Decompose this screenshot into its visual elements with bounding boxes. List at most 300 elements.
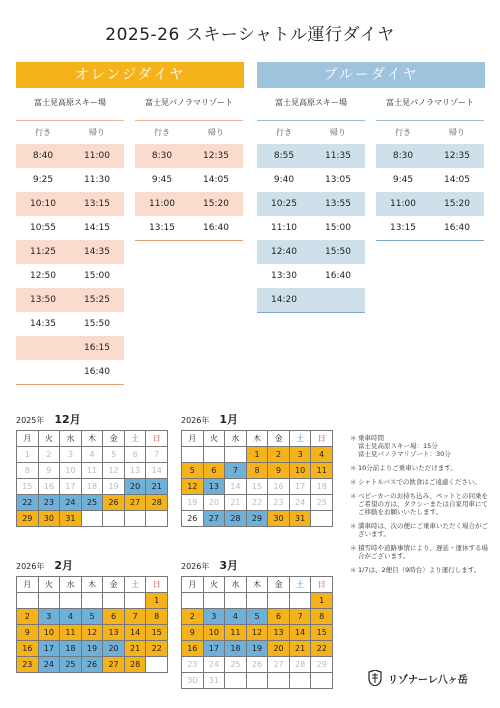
weekday-header: 土 (290, 577, 312, 593)
timetable-row (16, 240, 124, 264)
calendar-day (268, 673, 290, 689)
note-item (350, 464, 492, 472)
calendar-day: 16 (268, 479, 290, 495)
calendar-day (60, 593, 82, 609)
calendar-day: 21 (125, 641, 147, 657)
calendar-day (268, 593, 290, 609)
calendar-day: 4 (60, 609, 82, 625)
calendar-day: 24 (39, 657, 61, 673)
calendar-day (82, 593, 104, 609)
calendar-day: 25 (82, 495, 104, 511)
calendar-day: 9 (39, 463, 61, 479)
calendar-day: 19 (103, 479, 125, 495)
outbound-time: 14:35 (30, 319, 56, 329)
return-time: 11:30 (84, 175, 110, 185)
calendar-day: 22 (311, 641, 333, 657)
calendar-day: 28 (225, 511, 247, 527)
weekday-header: 火 (204, 431, 226, 447)
calendar-day: 27 (125, 495, 147, 511)
resort-logo (368, 670, 468, 686)
note-text: 10分前よりご乗車いただけます。 (358, 464, 457, 472)
weekday-header: 水 (225, 431, 247, 447)
weekday-header: 日 (311, 577, 333, 593)
calendar-day: 8 (247, 463, 269, 479)
calendar-day: 2 (39, 447, 61, 463)
return-time: 13:55 (325, 199, 351, 209)
calendar-day (290, 673, 312, 689)
calendar-day: 7 (290, 609, 312, 625)
weekday-header: 日 (146, 577, 168, 593)
timetable-bottom-rule (135, 240, 243, 242)
outbound-time: 13:15 (390, 223, 416, 233)
calendar-day: 11 (225, 625, 247, 641)
calendar-day: 3 (290, 447, 312, 463)
calendar-day: 13 (103, 625, 125, 641)
calendar-year: 2025年 (16, 416, 45, 425)
calendar-day: 4 (225, 609, 247, 625)
calendar-day: 23 (39, 495, 61, 511)
weekday-header: 水 (60, 431, 82, 447)
timetable-row (16, 144, 124, 168)
outbound-time: 9:40 (273, 175, 295, 185)
timetable-row (16, 192, 124, 216)
outbound-time: 9:25 (32, 175, 54, 185)
return-time: 16:40 (203, 223, 229, 233)
timetable-row (257, 216, 365, 240)
timetable-row (135, 216, 243, 240)
calendar-day: 8 (146, 609, 168, 625)
calendar-day: 6 (268, 609, 290, 625)
calendar-day: 13 (204, 479, 226, 495)
orange-diagram-header: オレンジダイヤ (16, 62, 244, 88)
return-label: 帰り (449, 128, 465, 137)
weekday-header: 金 (268, 577, 290, 593)
outbound-time: 13:15 (149, 223, 175, 233)
calendar-day: 9 (17, 625, 39, 641)
timetable-row (16, 360, 124, 384)
calendar-day (204, 593, 226, 609)
calendar-day (146, 511, 168, 527)
note-marker: ＊ (350, 544, 357, 552)
calendar-grid (16, 430, 168, 527)
timetable-bottom-rule (257, 312, 365, 314)
timetable-row (376, 144, 484, 168)
note-item (350, 434, 492, 458)
calendar-day (247, 673, 269, 689)
calendar-day: 12 (103, 463, 125, 479)
calendar-day: 27 (268, 657, 290, 673)
outbound-time: 14:20 (271, 295, 297, 305)
return-time: 16:40 (444, 223, 470, 233)
return-label: 帰り (330, 128, 346, 137)
return-time: 11:00 (84, 151, 110, 161)
calendar-day: 6 (125, 447, 147, 463)
outbound-label: 行き (154, 128, 170, 137)
note-text: ベビーカーのお持ち込み、ペットとの同乗をご希望の方は、タクシーまたは自家用車にてご移動をお願いいたします。 (358, 492, 488, 516)
weekday-header: 土 (290, 431, 312, 447)
return-time: 12:35 (444, 151, 470, 161)
calendar-day: 14 (225, 479, 247, 495)
timetable-name: 富士見高原スキー場 (34, 98, 106, 107)
note-item (350, 544, 492, 560)
calendar-day: 1 (311, 593, 333, 609)
calendar-day: 16 (17, 641, 39, 657)
calendar-day: 5 (82, 609, 104, 625)
orange-timetable-fujimi-panorama (135, 96, 243, 242)
return-time: 15:50 (325, 247, 351, 257)
calendar-day: 13 (125, 463, 147, 479)
outbound-time: 12:50 (30, 271, 56, 281)
timetable-header (16, 120, 124, 144)
calendar-day: 7 (225, 463, 247, 479)
calendar-day (247, 593, 269, 609)
calendar-day: 12 (247, 625, 269, 641)
weekday-header: 水 (225, 577, 247, 593)
return-time: 14:15 (84, 223, 110, 233)
calendar-day: 5 (103, 447, 125, 463)
blue-timetable-fujimi-kogen (257, 96, 365, 314)
calendar-day (146, 657, 168, 673)
calendar-day: 2 (17, 609, 39, 625)
calendar-month: 3月 (219, 559, 239, 572)
return-label: 帰り (208, 128, 224, 137)
weekday-header: 月 (182, 577, 204, 593)
note-marker: ＊ (350, 434, 357, 442)
calendar-day: 17 (39, 641, 61, 657)
calendar-day: 23 (17, 657, 39, 673)
note-text: 1/7は、2便目（9時台）より運行します。 (358, 566, 481, 574)
timetable-bottom-rule (16, 384, 124, 386)
calendar-caption (181, 410, 333, 430)
calendar-day: 19 (82, 641, 104, 657)
weekday-header: 月 (182, 431, 204, 447)
note-item (350, 492, 492, 516)
calendar-day (311, 511, 333, 527)
note-item (350, 522, 492, 538)
weekday-header: 水 (60, 577, 82, 593)
timetable-name: 富士見高原スキー場 (275, 98, 347, 107)
note-marker: ＊ (350, 492, 357, 500)
calendar-day: 31 (290, 511, 312, 527)
timetable-name: 富士見パノラマリゾート (386, 98, 474, 107)
outbound-time: 10:55 (30, 223, 56, 233)
calendar-day: 12 (82, 625, 104, 641)
calendar-day: 15 (247, 479, 269, 495)
outbound-time: 13:50 (30, 295, 56, 305)
calendar-day: 6 (204, 463, 226, 479)
note-marker: ＊ (350, 464, 357, 472)
outbound-label: 行き (35, 128, 51, 137)
return-time: 12:35 (203, 151, 229, 161)
outbound-time: 9:45 (151, 175, 173, 185)
calendar-day: 2 (182, 609, 204, 625)
calendar-day: 22 (146, 641, 168, 657)
calendar-day: 8 (311, 609, 333, 625)
calendar-day (225, 447, 247, 463)
calendar-day (290, 593, 312, 609)
return-time: 13:15 (84, 199, 110, 209)
calendar-2026-03 (181, 556, 333, 689)
calendar-day: 1 (247, 447, 269, 463)
calendar-day: 18 (225, 641, 247, 657)
calendar-day: 10 (39, 625, 61, 641)
calendar-day: 18 (311, 479, 333, 495)
calendar-day: 18 (60, 641, 82, 657)
weekday-header: 土 (125, 431, 147, 447)
calendar-2026-01 (181, 410, 333, 527)
timetable-row (16, 312, 124, 336)
note-item (350, 566, 492, 574)
calendar-day: 7 (146, 447, 168, 463)
calendar-day: 19 (247, 641, 269, 657)
calendar-month: 1月 (219, 413, 239, 426)
outbound-time: 8:40 (32, 151, 54, 161)
timetable-row (16, 168, 124, 192)
calendar-day (125, 593, 147, 609)
calendar-day: 11 (60, 625, 82, 641)
calendar-day: 20 (268, 641, 290, 657)
calendar-day (82, 511, 104, 527)
timetable-row (135, 144, 243, 168)
return-time (311, 288, 365, 312)
calendar-day: 9 (182, 625, 204, 641)
calendar-day: 17 (290, 479, 312, 495)
outbound-time: 11:25 (30, 247, 56, 257)
calendar-day: 2 (268, 447, 290, 463)
calendar-grid (16, 576, 168, 673)
calendar-day: 31 (204, 673, 226, 689)
calendar-day (182, 447, 204, 463)
weekday-header: 木 (247, 577, 269, 593)
note-item (350, 478, 492, 486)
weekday-header: 土 (125, 577, 147, 593)
calendar-day: 14 (125, 625, 147, 641)
calendar-day: 29 (17, 511, 39, 527)
timetable-bottom-rule (376, 240, 484, 242)
return-time: 14:05 (203, 175, 229, 185)
timetable-row (257, 240, 365, 264)
timetable-header (257, 120, 365, 144)
outbound-label: 行き (276, 128, 292, 137)
weekday-header: 火 (204, 577, 226, 593)
return-time: 15:50 (84, 319, 110, 329)
outbound-label: 行き (395, 128, 411, 137)
calendar-day (103, 511, 125, 527)
calendar-day: 5 (182, 463, 204, 479)
timetable-row (16, 336, 124, 360)
calendar-day: 12 (182, 479, 204, 495)
calendar-day: 21 (290, 641, 312, 657)
calendar-day: 3 (204, 609, 226, 625)
timetable-row (16, 288, 124, 312)
crest-icon (368, 670, 382, 686)
calendar-day: 24 (290, 495, 312, 511)
timetable-row (16, 216, 124, 240)
note-marker: ＊ (350, 478, 357, 486)
notes-list (350, 434, 492, 580)
note-text: 満車時は、次の便にご乗車いただく場合がございます。 (358, 522, 488, 538)
outbound-time: 9:45 (392, 175, 414, 185)
return-time: 16:40 (325, 271, 351, 281)
calendar-day: 1 (17, 447, 39, 463)
weekday-header: 木 (247, 431, 269, 447)
timetable-row (16, 264, 124, 288)
calendar-day: 13 (268, 625, 290, 641)
calendar-day: 25 (311, 495, 333, 511)
timetable-row (257, 288, 365, 312)
calendar-day: 9 (268, 463, 290, 479)
calendar-day: 11 (82, 463, 104, 479)
calendar-caption (16, 556, 168, 576)
timetable-row (257, 264, 365, 288)
timetable-row (376, 216, 484, 240)
outbound-time: 10:10 (30, 199, 56, 209)
note-marker: ＊ (350, 522, 357, 530)
calendar-day: 4 (82, 447, 104, 463)
calendar-caption (181, 556, 333, 576)
calendar-day: 15 (146, 625, 168, 641)
calendar-day: 31 (60, 511, 82, 527)
calendar-day: 3 (60, 447, 82, 463)
calendar-day: 21 (225, 495, 247, 511)
outbound-time (16, 336, 70, 360)
calendar-day: 22 (17, 495, 39, 511)
outbound-time: 13:30 (271, 271, 297, 281)
return-time: 15:20 (203, 199, 229, 209)
note-text: 積雪時や道路事情により、遅延・運休する場合がございます。 (358, 544, 488, 560)
return-time: 13:05 (325, 175, 351, 185)
calendar-day: 18 (82, 479, 104, 495)
weekday-header: 火 (39, 431, 61, 447)
weekday-header: 金 (103, 577, 125, 593)
calendar-day: 22 (247, 495, 269, 511)
calendar-month: 12月 (54, 413, 81, 426)
calendar-grid (181, 430, 333, 527)
calendar-day: 10 (60, 463, 82, 479)
calendar-day: 15 (311, 625, 333, 641)
calendar-day: 7 (125, 609, 147, 625)
note-text: シャトルバスでの飲食はご遠慮ください。 (358, 478, 481, 486)
calendar-caption (16, 410, 168, 430)
outbound-time: 11:10 (271, 223, 297, 233)
outbound-time: 10:25 (271, 199, 297, 209)
return-time: 16:15 (84, 343, 110, 353)
calendar-day: 14 (146, 463, 168, 479)
calendar-day: 25 (225, 657, 247, 673)
return-time: 14:05 (444, 175, 470, 185)
calendar-day: 23 (182, 657, 204, 673)
calendar-month: 2月 (54, 559, 74, 572)
calendar-day: 15 (17, 479, 39, 495)
orange-timetable-fujimi-kogen (16, 96, 124, 386)
calendar-day: 26 (82, 657, 104, 673)
note-marker: ＊ (350, 566, 357, 574)
timetable-row (257, 168, 365, 192)
calendar-day: 27 (204, 511, 226, 527)
calendar-day: 16 (39, 479, 61, 495)
return-time: 15:00 (84, 271, 110, 281)
calendar-day (17, 593, 39, 609)
timetable-row (257, 144, 365, 168)
calendar-2026-02 (16, 556, 168, 673)
weekday-header: 日 (146, 431, 168, 447)
calendar-day: 20 (204, 495, 226, 511)
calendar-day: 8 (17, 463, 39, 479)
weekday-header: 金 (268, 431, 290, 447)
calendar-day: 30 (268, 511, 290, 527)
calendar-day: 4 (311, 447, 333, 463)
calendar-day: 1 (146, 593, 168, 609)
blue-timetable-fujimi-panorama (376, 96, 484, 242)
timetable-row (135, 168, 243, 192)
timetable-row (135, 192, 243, 216)
calendar-day: 28 (146, 495, 168, 511)
calendar-day (39, 593, 61, 609)
timetable-row (376, 192, 484, 216)
calendar-day: 29 (247, 511, 269, 527)
return-label: 帰り (89, 128, 105, 137)
weekday-header: 月 (17, 431, 39, 447)
return-time: 15:20 (444, 199, 470, 209)
calendar-day: 24 (204, 657, 226, 673)
calendar-day: 20 (103, 641, 125, 657)
calendar-day: 23 (268, 495, 290, 511)
timetable-header (376, 120, 484, 144)
calendar-day (311, 673, 333, 689)
outbound-time: 11:00 (390, 199, 416, 209)
return-time: 14:35 (84, 247, 110, 257)
calendar-day: 25 (60, 657, 82, 673)
timetable-header (135, 120, 243, 144)
calendar-day: 30 (39, 511, 61, 527)
outbound-time: 8:30 (151, 151, 173, 161)
note-text: 乗車時間 富士見高原スキー場：15分 富士見パノラマリゾート：30分 (358, 434, 451, 458)
calendar-day: 11 (311, 463, 333, 479)
return-time: 11:35 (325, 151, 351, 161)
calendar-day (225, 673, 247, 689)
timetable-row (376, 168, 484, 192)
logo-text: リゾナーレ八ヶ岳 (388, 674, 468, 686)
calendar-year: 2026年 (181, 416, 210, 425)
calendar-2025-12 (16, 410, 168, 527)
calendar-day: 28 (290, 657, 312, 673)
outbound-time: 8:30 (392, 151, 414, 161)
calendar-year: 2026年 (16, 562, 45, 571)
calendar-day: 26 (182, 511, 204, 527)
weekday-header: 日 (311, 431, 333, 447)
calendar-day (182, 593, 204, 609)
return-time: 15:25 (84, 295, 110, 305)
page-title: 2025-26 スキーシャトル運行ダイヤ (105, 25, 395, 45)
calendar-day: 3 (39, 609, 61, 625)
calendar-day: 10 (290, 463, 312, 479)
calendar-day: 17 (60, 479, 82, 495)
outbound-time: 12:40 (271, 247, 297, 257)
calendar-day: 21 (146, 479, 168, 495)
calendar-day (225, 593, 247, 609)
calendar-day: 6 (103, 609, 125, 625)
weekday-header: 火 (39, 577, 61, 593)
calendar-day: 16 (182, 641, 204, 657)
calendar-day: 26 (103, 495, 125, 511)
weekday-header: 金 (103, 431, 125, 447)
calendar-year: 2026年 (181, 562, 210, 571)
calendar-day (204, 447, 226, 463)
calendar-day: 20 (125, 479, 147, 495)
timetable-row (257, 192, 365, 216)
blue-diagram-header: ブルーダイヤ (257, 62, 485, 88)
return-time: 15:00 (325, 223, 351, 233)
